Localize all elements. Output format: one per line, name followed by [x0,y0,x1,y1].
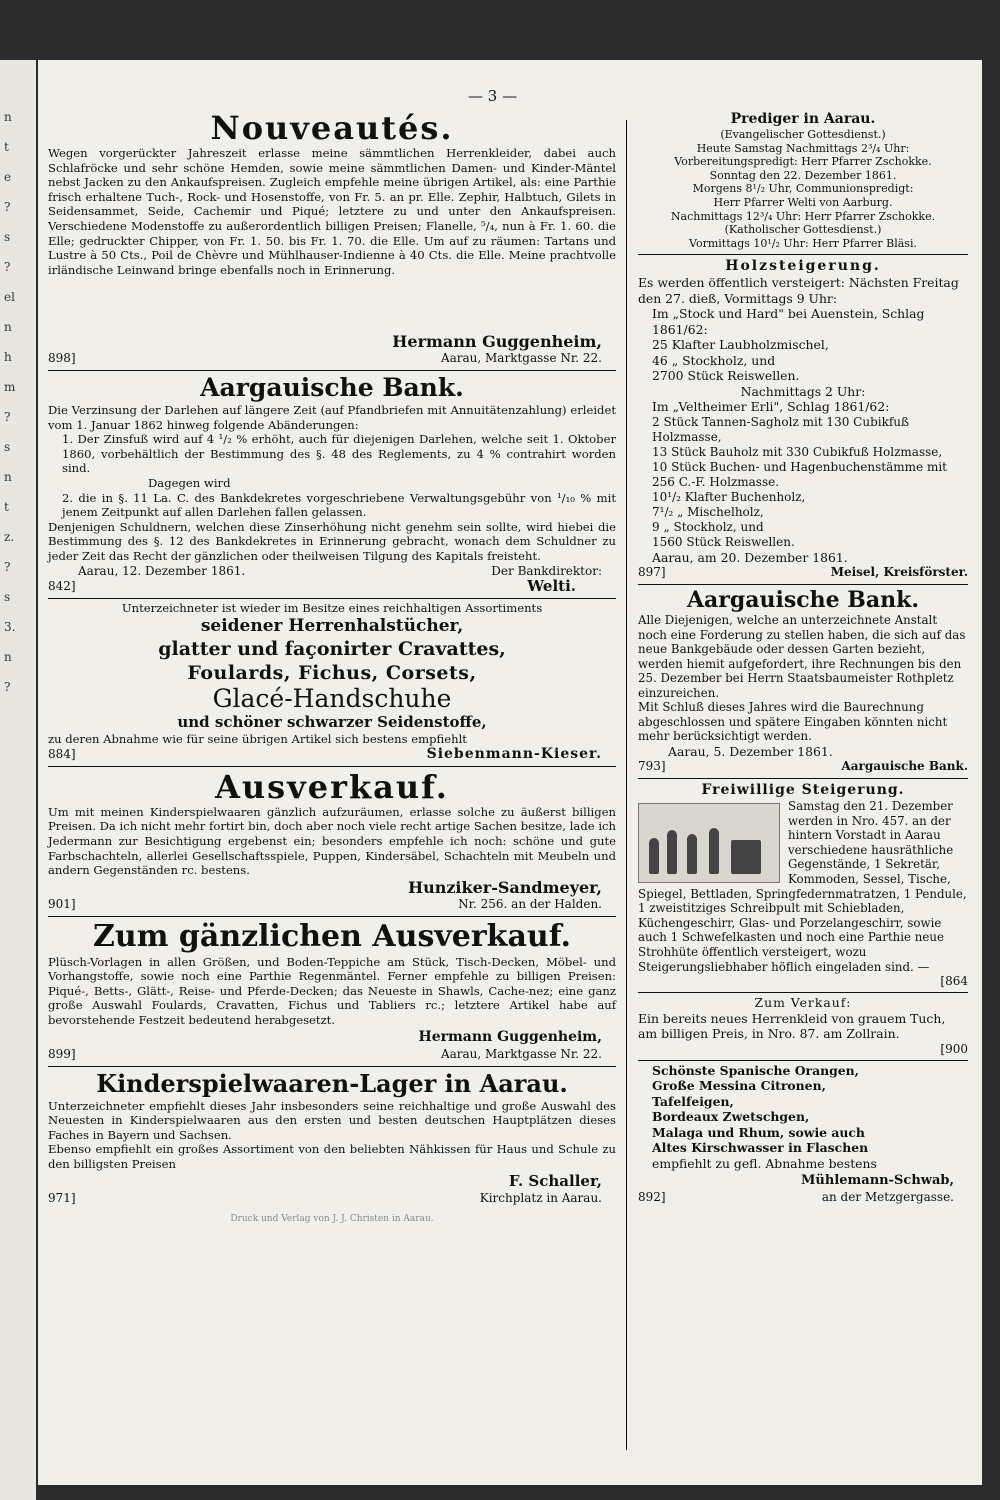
edge-glyph: s [4,590,11,604]
ad-body: Unterzeichneter empfiehlt dieses Jahr insbesonders seine reichhaltige und große Auswahl des Neuesten in Kinderspielwaaren aus den ersten und besten deutschen Hauptplätzen dieses Faches in Bayern und Sachsen. [48,1098,616,1142]
notice-orangen [638,1063,968,1206]
ad-zum-gaenzlichen-ausverkauf [48,919,616,1062]
notice-text: Nachmittags 2 Uhr: [740,383,866,399]
notice-place: Im „Stock und Hard" bei Auenstein, Schlag 1861/62: [652,306,925,337]
notice-number: [900 [940,1041,968,1056]
notice-intro: Es werden öffentlich versteigert: Nächsten Freitag den 27. dieß, Vormittags 9 Uhr: [638,275,959,306]
notice-line: Vormittags 10¹/₂ Uhr: Herr Pfarrer Bläsi. [689,236,917,250]
notice-item: Große Messina Citronen, [652,1078,826,1094]
edge-glyph: n [4,110,12,124]
edge-glyph: ? [4,560,11,574]
page-number: — 3 — [468,87,518,105]
notice-number: 793] [638,759,666,774]
ad-date: Aarau, 12. Dezember 1861. [78,563,246,578]
rule [48,916,616,917]
ad-siebenmann [48,601,616,762]
notice-item: 9 „ Stockholz, und [652,519,764,534]
ad-number: 899] [48,1046,76,1061]
ad-item: 1. Der Zinsfuß wird auf 4 ¹/₂ % erhöht, auch für diejenigen Darlehen, welche seit 1. Oktober 1860, vorbehältlich der Bestimmung des §. 48 des Reglements, zu 4 % contrahirt worden sind. [62,432,616,476]
notice-body: Alle Diejenigen, welche an unterzeichnete Anstalt noch eine Forderung zu stellen haben, die sich auf das neue Bankgebäude oder dessen Garten bezieht, werden hiemit aufgefordert, ihre Rechnungen bis den 25. Dezember bei Herrn Staatsbaumeister Rothpletz einzureichen. [638,613,966,700]
notice-item: Tafelfeigen, [652,1093,734,1109]
ad-number: 971] [48,1190,76,1205]
right-column [638,110,968,1205]
rule [48,1066,616,1067]
ad-line: glatter und façonirter Cravattes, [158,638,506,661]
edge-glyph: ? [4,200,11,214]
edge-glyph: ? [4,260,11,274]
ad-intro: Die Verzinsung der Darlehen auf längere Zeit (auf Pfandbriefen mit Annuitätenzahlung) erleidet vom 1. Januar 1862 hinweg folgende Abänderungen: [48,403,616,432]
notice-date: Aarau, 5. Dezember 1861. [668,743,833,759]
notice-item: Malaga und Rhum, sowie auch [652,1124,865,1140]
ad-body: Um mit meinen Kinderspielwaaren gänzlich aufzuräumen, erlasse solche zu äußerst billigen Preisen. Da ich nicht mehr fortirt bin, doch aber noch viele recht artige Sachen besitze, lade ich Jedermann zur Besichtigung ergebenst ein; besonders empfehle ich noch: schöne und gute Farbschachteln, allerlei Gesellschaftsspiele, Puppen, Kindersäbel, Schachteln mit Meubeln und andern Gegenständen rc. bestens. [48,804,616,878]
notice-title: Prediger in Aarau. [730,111,876,127]
notice-lines [638,128,968,250]
ad-title: Zum gänzlichen Ausverkauf. [93,918,571,954]
notice-body: Mit Schluß dieses Jahres wird die Baurechnung abgeschlossen und spätere Eingaben könnten nicht mehr berücksichtigt werden. [638,700,948,744]
ad-address: Kirchplatz in Aarau. [479,1190,602,1205]
edge-glyph: n [4,470,12,484]
ad-title: Kinderspielwaaren-Lager in Aarau. [96,1068,568,1098]
notice-title: Aargauische Bank. [686,587,920,614]
ad-signature: Siebenmann-Kieser. [426,745,602,762]
ad-number: 898] [48,351,76,365]
notice-signature: Meisel, Kreisförster. [830,565,968,580]
edge-glyph: s [4,440,11,454]
ad-nouveautes [48,110,616,366]
notice-freiwillige-steigerung [638,781,968,988]
notice-line: Herr Pfarrer Welti von Aarburg. [713,195,893,209]
ad-title: Ausverkauf. [215,767,449,806]
edge-glyph: t [4,500,9,514]
ad-signature: Welti. [527,576,576,595]
edge-glyph: 3. [4,620,16,634]
rule [638,584,968,585]
ad-signature: Hermann Guggenheim, [392,332,602,351]
notice-signature: Aargauische Bank. [841,759,968,774]
ad-number: 901] [48,896,76,911]
notice-line: Heute Samstag Nachmittags 2³/₄ Uhr: [696,141,910,155]
notice-number: 892] [638,1190,666,1205]
ad-body: Plüsch-Vorlagen in allen Größen, und Boden-Teppiche am Stück, Tisch-Decken, Möbel- und Vorhangstoffe, sowie noch eine Parthie Regenmäntel. Ferner empfehle zu billigen Preisen: Piqué-, Betts-, Glätt-, Reise- und Pferde-Decken; das Neueste in Shawls, Cache-nez; eine ganz große Auswahl Foulards, Cravatten, Fichus und Tabliers rc.; letztere Artikel habe auf bevorstehende Festzeit bedeutend herabgesetzt. [48,954,616,1028]
edge-glyph: n [4,320,12,334]
ad-text: Dagegen wird [148,475,231,490]
notice-body: Ein bereits neues Herrenkleid von grauem Tuch, am billigen Preis, in Nro. 87. am Zollrain. [638,1010,946,1042]
edge-glyph: t [4,140,9,154]
notice-holzsteigerung [638,257,968,580]
edge-glyph: ? [4,410,11,424]
ad-line: Glacé-Handschuhe [212,684,452,714]
ad-signature: Hermann Guggenheim, [418,1028,602,1045]
notice-item: 1560 Stück Reiswellen. [652,534,795,549]
notice-item: 46 „ Stockholz, und [652,352,776,368]
notice-zum-verkauf [638,995,968,1056]
rule [638,778,968,779]
notice-item: 25 Klafter Laubholzmischel, [652,337,829,353]
notice-item: Altes Kirschwasser in Flaschen [652,1140,869,1156]
column-divider [626,120,627,1450]
left-column [48,110,616,1224]
notice-title: Holzsteigerung. [725,258,881,275]
notice-date: Aarau, am 20. Dezember 1861. [652,549,848,565]
ad-body: Ebenso empfiehlt ein großes Assortiment von den beliebten Nähkissen für Haus und Schule zu den billigsten Preisen [48,1142,616,1172]
rule [638,992,968,993]
rule [638,1060,968,1061]
notice-title: Freiwillige Steigerung. [701,782,905,799]
edge-glyph: e [4,170,12,184]
notice-item: Schönste Spanische Orangen, [652,1062,859,1078]
ad-number: 842] [48,578,76,593]
adjacent-page-edge [0,60,36,1500]
imprint: Druck und Verlag von J. J. Christen in Aarau. [230,1213,434,1224]
ad-number: 884] [48,746,76,761]
edge-glyph: h [4,350,12,364]
notice-number: [864 [940,974,968,989]
notice-item: Bordeaux Zwetschgen, [652,1109,810,1125]
ad-role: Der Bankdirektor: [491,563,602,578]
ad-address: Nr. 256. an der Halden. [458,896,602,911]
rule [638,254,968,255]
notice-item: 10 Stück Buchen- und Hagenbuchenstämme mit 256 C.-F. Holzmasse. [652,459,947,489]
notice-line: Morgens 8¹/₂ Uhr, Communionspredigt: [692,182,914,196]
notice-line: (Evangelischer Gottesdienst.) [720,128,886,141]
ad-line: seidener Herrenhalstücher, [200,616,464,637]
ad-line: Foulards, Fichus, Corsets, [187,662,477,685]
notice-line: Nachmittags 12³/₄ Uhr: Herr Pfarrer Zschokke. [670,209,936,223]
notice-body: Samstag den 21. Dezember werden in Nro. 457. an der hintern Vorstadt in Aarau verschiedene hausräthliche Gegenstände, 1 Sekretär, Kommoden, Sessel, Tische, Spiegel, Bettladen, Springfedernmatratzen, 1 Pendule, 1 zweistitziges Schreibpult mit Schiebladen, Küchengeschirr, Glas- und Porzelangeschirr, sowie auch 1 Schwefelkasten und noch eine Parthie neue Strohhüte öffentlich versteigert, wozu Steigerungsliebhaber höflich eingeladen sind. — [638,799,967,974]
ad-intro: Unterzeichneter ist wieder im Besitze eines reichhaltigen Assortiments [121,600,543,615]
notice-item: 2 Stück Tannen-Sagholz mit 130 Cubikfuß Holzmasse, [652,414,910,444]
newspaper-page [38,60,982,1485]
notice-outro: empfiehlt zu gefl. Abnahme bestens [652,1155,877,1171]
ad-title: Aargauische Bank. [200,373,464,402]
notice-title: Zum Verkauf: [754,995,852,1011]
rule [48,598,616,599]
notice-line: Sonntag den 22. Dezember 1861. [709,168,897,182]
ad-body: Wegen vorgerückter Jahreszeit erlasse meine sämmtlichen Herrenkleider, dabei auch Schlafröcke und sehr schöne Hemden, sowie meine sämmtlichen Damen- und Kinder-Mäntel nebst Jacken zu den Ankaufspreisen. Zugleich empfehle meine übrigen Artikel, als: eine Parthie frisch erhaltene Tuch-, Rock- und Hosenstoffe, von Fr. 5. an pr. Elle. Zephir, Halbtuch, Gilets in Seidensammet, Seide, Cachemir und Piqué; letztere zu und unter den Ankaufspreisen. Verschiedene Modenstoffe zu außerordentlich billigen Preisen; Flanelle, ⁵/₄, nun à Fr. 1. 60. die Elle; gedruckter Chipper, von Fr. 1. 50. bis Fr. 1. 70. die Elle. Um auf zu räumen: Tartans und Lustre à 50 Cts., Poil de Chèvre und Mühlhauser-Indienne à 40 Cts. die Elle. Meine prachtvolle irländische Leinwand bringe ebenfalls noch in Erinnerung. [48,146,616,277]
edge-glyph: n [4,650,12,664]
edge-glyph: el [4,290,15,304]
ad-line: und schöner schwarzer Seidenstoffe, [177,713,487,732]
ad-address: Aarau, Marktgasse Nr. 22. [440,1046,602,1061]
notice-line: (Katholischer Gottesdienst.) [724,223,882,237]
notice-items [638,337,968,383]
ad-title: Nouveautés. [210,109,454,147]
ad-outro: zu deren Abnahme wie für seine übrigen Artikel sich bestens empfiehlt [48,732,467,747]
ad-signature: Hunziker-Sandmeyer, [407,877,602,897]
ad-kinderspielwaaren-lager [48,1069,616,1224]
ad-address: Aarau, Marktgasse Nr. 22. [440,351,602,365]
notice-items [638,415,968,550]
ad-signature: F. Schaller, [508,1171,602,1190]
notice-number: 897] [638,565,666,580]
ad-body: Denjenigen Schuldnern, welchen diese Zinserhöhung nicht genehm sein sollte, wird hiebei die Bestimmung des §. 12 des Bankdekretes in Erinnerung gebracht, wonach dem Schuldner zu jeder Zeit das Recht der gänzlichen oder theilweisen Tilgung des Kapitals freisteht. [48,519,616,563]
notice-line: Vorbereitungspredigt: Herr Pfarrer Zschokke. [674,155,932,169]
rule [48,370,616,371]
notice-items [638,1063,968,1156]
ad-ausverkauf [48,769,616,912]
edge-glyph: s [4,230,11,244]
notice-signature: Mühlemann-Schwab, [801,1173,954,1189]
edge-glyph: ? [4,680,11,694]
ad-aargauische-bank [48,373,616,594]
notice-aargauische-bank [638,587,968,774]
notice-item: 10¹/₂ Klafter Buchenholz, [652,489,806,504]
notice-place: Im „Veltheimer Erli", Schlag 1861/62: [652,399,890,415]
ad-item: 2. die in §. 11 La. C. des Bankdekretes vorgeschriebene Verwaltungsgebühr von ¹/₁₀ % mit jenem Zeitpunkt auf allen Darlehen fallen gelassen. [62,490,616,520]
notice-item: 2700 Stück Reiswellen. [652,368,800,384]
edge-glyph: m [4,380,16,394]
edge-glyph: z. [4,530,15,544]
notice-address: an der Metzgergasse. [821,1190,954,1205]
notice-item: 13 Stück Bauholz mit 330 Cubikfuß Holzmasse, [652,444,943,459]
rule [48,766,616,767]
notice-prediger [638,110,968,250]
auction-illustration [638,803,780,883]
notice-item: 7¹/₂ „ Mischelholz, [652,504,764,519]
